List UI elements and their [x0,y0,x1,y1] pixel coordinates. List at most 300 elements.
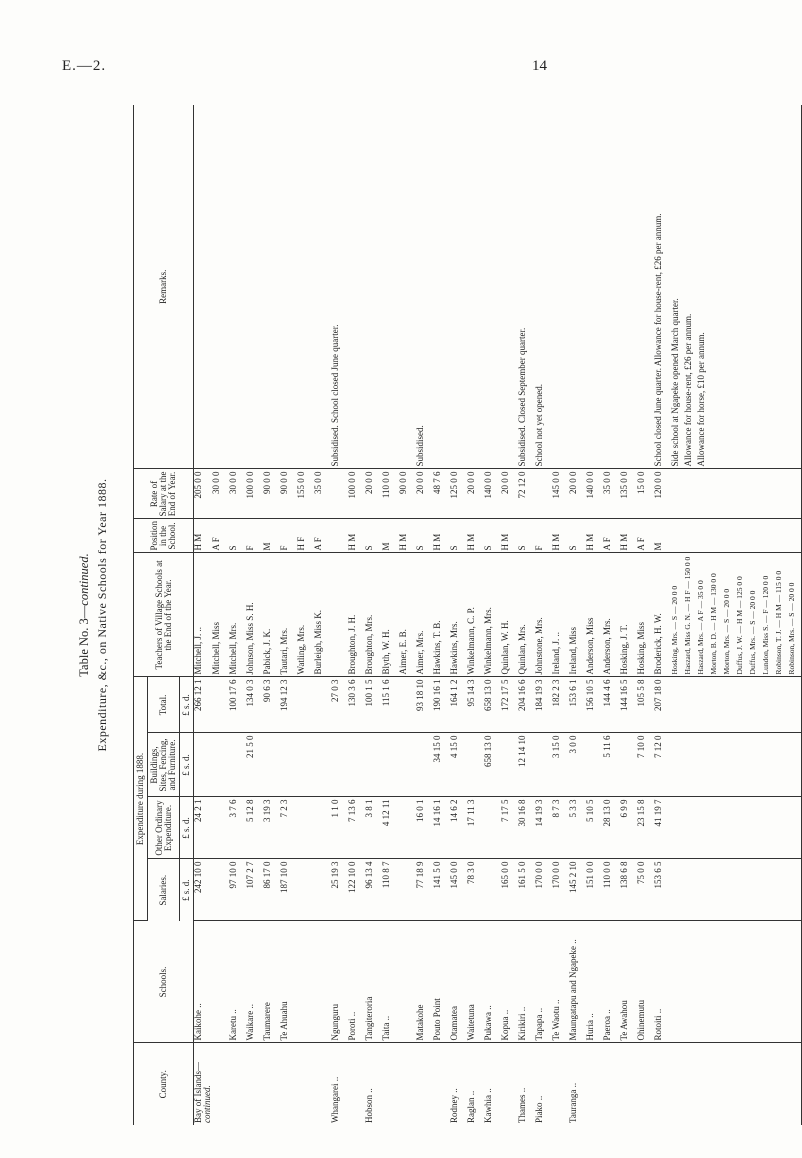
cell-total-text: 100 17 6 [228,679,238,711]
cell-total [297,677,314,733]
cell-rate [263,469,280,519]
cell-school-text: Huria .. [585,1013,595,1041]
cell-position-text: H M [193,533,203,551]
cell-position [348,519,365,553]
cell-school [280,921,297,1043]
cell-buildings [433,733,450,797]
cell-empty [697,469,710,519]
cell-total-text: 93 18 10 [415,679,425,711]
cell-total [348,677,365,733]
cell-position [229,519,246,553]
cell-total [467,677,484,733]
cell-buildings [246,733,263,797]
cell-teacher [467,553,484,677]
cell-school-text: Paeroa .. [602,1009,612,1041]
cell-teacher-extra: Morton, B. D. — H M — 130 0 0 [710,553,723,677]
cell-position [501,519,518,553]
cell-remarks [280,105,297,469]
cell-county [433,1043,450,1125]
cell-other-text: 6 9 9 [619,799,629,818]
cell-salary-text: 86 17 0 [262,861,272,889]
cell-position [620,519,637,553]
cell-remarks [365,105,382,469]
cell-position [450,519,467,553]
cell-other-text: 30 16 8 [517,799,527,827]
table-row [535,105,552,1125]
cell-teacher-text: Broderick, H. W. [653,613,663,675]
cell-salary [654,859,671,921]
cell-empty [710,797,723,859]
cell-salary [535,859,552,921]
cell-school [416,921,433,1043]
cell-remarks [518,105,535,469]
cell-salary-text: 25 19 3 [330,861,340,889]
cell-salary-text: 77 18 9 [415,861,425,889]
cell-school [399,921,416,1043]
cell-remarks [433,105,450,469]
table-row [382,105,399,1125]
cell-remarks [569,105,586,469]
cell-school-text: Tapapa .. [534,1007,544,1041]
table-row [229,105,246,1125]
cell-remarks-extra: Allowance for horse, £10 per annum. [697,105,710,469]
cell-total [416,677,433,733]
cell-position [603,519,620,553]
cell-county [416,1043,433,1125]
cell-total-text: 95 14 3 [466,679,476,707]
cell-rate [416,469,433,519]
cell-teacher [416,553,433,677]
cell-teacher-text: Anderson, Mrs. [602,618,612,675]
cell-rate-text: 135 0 0 [619,471,629,499]
cell-position [637,519,654,553]
cell-rate-text: 15 0 0 [636,471,646,494]
cell-total [569,677,586,733]
cell-school [603,921,620,1043]
cell-empty [775,677,788,733]
cell-rate [620,469,637,519]
cell-school-text: Poroti .. [347,1011,357,1041]
cell-other [365,797,382,859]
cell-position-text: A F [313,537,323,551]
cell-empty [671,859,684,921]
header-position: Position in the School. [134,519,194,553]
cell-rate-text: 140 0 0 [585,471,595,499]
table-row [280,105,297,1125]
cell-county-text: Kawhia .. [483,1088,493,1123]
cell-teacher-text: Johnson, Miss S. H. [245,602,255,675]
cell-county-text: Piako .. [534,1095,544,1123]
header-schools: Schools. [134,921,194,1043]
cell-teacher [194,553,213,677]
cell-total [637,677,654,733]
cell-empty [762,519,775,553]
cell-rate-text: 100 0 0 [245,471,255,499]
cell-position-text: S [517,545,527,551]
cell-teacher [620,553,637,677]
cell-buildings [467,733,484,797]
cell-empty [710,733,723,797]
cell-empty [736,859,749,921]
cell-salary [569,859,586,921]
table-row [518,105,535,1125]
cell-county [348,1043,365,1125]
cell-position [263,519,280,553]
cell-rate [212,469,229,519]
cell-empty [775,105,788,469]
cell-other-text: 14 6 2 [449,799,459,822]
cell-salary-text: 153 6 5 [653,861,663,889]
cell-position [194,519,213,553]
cell-teacher-text: Winkelmann, C. P. [466,607,476,675]
cell-teacher-text: Broughton, J. H. [347,614,357,675]
cell-teacher-text: Tautari, Mrs. [279,627,289,675]
cell-teacher [246,553,263,677]
cell-other [314,797,331,859]
cell-buildings-text: 4 15 0 [449,735,459,758]
cell-salary [416,859,433,921]
cell-total-text: 164 1 2 [449,679,459,707]
cell-position-text: H M [585,533,595,551]
unit-salaries: £ s. d. [180,859,194,921]
cell-salary-text: 145 2 10 [568,861,578,893]
cell-salary-text: 242 10 0 [193,861,203,893]
cell-position [518,519,535,553]
cell-empty [788,677,801,733]
cell-buildings [552,733,569,797]
cell-empty [749,1043,762,1125]
cell-county [620,1043,637,1125]
header-rate: Rate of Salary at the End of Year. [134,469,194,519]
cell-empty [697,797,710,859]
cell-salary [501,859,518,921]
cell-school-text: Karetu .. [228,1009,238,1041]
cell-empty [749,733,762,797]
cell-empty [671,921,684,1043]
cell-teacher-text: Hawkins, Mrs. [449,621,459,675]
table-row [450,105,467,1125]
cell-county [450,1043,467,1125]
table-row [263,105,280,1125]
cell-buildings-text: 5 11 6 [602,735,612,758]
cell-school [637,921,654,1043]
cell-remarks [620,105,637,469]
cell-school-text: Ohinemutu [636,1000,646,1041]
cell-rate-text: 110 0 0 [381,471,391,499]
cell-position-text: S [483,545,493,551]
cell-rate-text: 20 0 0 [466,471,476,494]
cell-school [314,921,331,1043]
cell-salary [212,859,229,921]
cell-buildings [654,733,671,797]
cell-school [535,921,552,1043]
cell-position-text: M [653,542,663,551]
cell-remarks-text: Subsidised. [415,425,425,467]
cell-buildings [450,733,467,797]
cell-buildings-text: 21 5 0 [245,735,255,758]
cell-county [518,1043,535,1125]
cell-salary [399,859,416,921]
cell-other-text: 3 8 1 [364,799,374,818]
cell-position-text: H M [347,533,357,551]
cell-position-text: A F [602,537,612,551]
cell-buildings [416,733,433,797]
cell-remarks [501,105,518,469]
cell-total [603,677,620,733]
cell-remarks [229,105,246,469]
cell-teacher [450,553,467,677]
cell-county [501,1043,518,1125]
cell-teacher [229,553,246,677]
cell-county [331,1043,348,1125]
table-subtitle: Expenditure, &c., on Native Schools for Year 1888. [95,478,109,752]
cell-salary-text: 110 8 7 [381,861,391,889]
cell-total-text: 144 16 5 [619,679,629,711]
cell-rate [194,469,213,519]
cell-remarks-text: Subsidised. Closed September quarter. [517,327,527,467]
cell-salary [348,859,365,921]
cell-other [399,797,416,859]
cell-other [382,797,399,859]
cell-position-text: M [262,542,272,551]
cell-position-text: S [568,545,578,551]
cell-other [263,797,280,859]
cell-empty [775,859,788,921]
cell-empty [762,1043,775,1125]
cell-remarks [263,105,280,469]
cell-total-text: 105 5 8 [636,679,646,707]
cell-salary [280,859,297,921]
cell-position [586,519,603,553]
cell-rate [399,469,416,519]
cell-rate-text: 90 0 0 [398,471,408,494]
cell-rate-text: 145 0 0 [551,471,561,499]
cell-salary [552,859,569,921]
cell-teacher-text: Broughton, Mrs. [364,614,374,675]
table-row [212,105,229,1125]
cell-salary-text: 187 10 0 [279,861,289,893]
table-row [654,105,671,1125]
cell-other [246,797,263,859]
cell-school [382,921,399,1043]
cell-position [314,519,331,553]
cell-teacher-text: Anderson, Miss [585,617,595,675]
cell-remarks [484,105,501,469]
cell-teacher-text: Ireland, J. .. [551,631,561,675]
cell-buildings-text: 7 12 0 [653,735,663,758]
cell-total [280,677,297,733]
cell-empty [762,677,775,733]
cell-other-text: 3 19 3 [262,799,272,822]
cell-rate [535,469,552,519]
cell-empty [749,859,762,921]
cell-teacher [654,553,671,677]
cell-position [399,519,416,553]
cell-other [603,797,620,859]
cell-total [212,677,229,733]
cell-salary [331,859,348,921]
cell-remarks [348,105,365,469]
cell-salary [433,859,450,921]
cell-salary-text: 138 6 8 [619,861,629,889]
cell-other [654,797,671,859]
cell-empty [671,1043,684,1125]
cell-rate [501,469,518,519]
cell-empty [788,1043,801,1125]
cell-empty [762,733,775,797]
cell-other [433,797,450,859]
cell-teacher-extra: Robinson, Mrs. — S — 20 0 0 [788,553,801,677]
cell-school-text: Taita .. [381,1015,391,1041]
cell-rate-text: 140 0 0 [483,471,493,499]
cell-rate [314,469,331,519]
cell-empty [684,1043,697,1125]
cell-rate [229,469,246,519]
cell-salary-text: 107 2 7 [245,861,255,889]
cell-school [450,921,467,1043]
cell-buildings [365,733,382,797]
cell-position-text: S [449,545,459,551]
cell-school [620,921,637,1043]
cell-empty [723,519,736,553]
table-block [77,105,796,1125]
cell-empty [775,519,788,553]
cell-teacher [280,553,297,677]
cell-position-text: F [245,545,255,551]
cell-remarks-text: School not yet opened. [534,383,544,467]
cell-teacher-text: Aimer, E. B. [398,629,408,675]
cell-other [620,797,637,859]
cell-position-text: A F [211,537,221,551]
cell-total [586,677,603,733]
cell-empty [684,797,697,859]
cell-teacher-text: Hosking, Miss [636,621,646,675]
cell-empty [723,859,736,921]
table-row [501,105,518,1125]
cell-teacher-extra: Morton, Mrs. — S — 20 0 0 [723,553,736,677]
cell-salary-text: 75 0 0 [636,861,646,884]
cell-empty [749,469,762,519]
cell-teacher [399,553,416,677]
cell-total [433,677,450,733]
cell-empty [775,469,788,519]
cell-teacher [331,553,348,677]
cell-rate [280,469,297,519]
cell-buildings-text: 34 15 0 [432,735,442,763]
cell-teacher [365,553,382,677]
cell-position [654,519,671,553]
cell-empty [671,469,684,519]
cell-county [654,1043,671,1125]
cell-rate-text: 120 0 0 [653,471,663,499]
header-total: Total. [148,677,180,733]
cell-empty [788,105,801,469]
cell-buildings [297,733,314,797]
cell-buildings [637,733,654,797]
cell-school [433,921,450,1043]
cell-position-text: H M [619,533,629,551]
cell-position-text: F [279,545,289,551]
cell-rate-text: 35 0 0 [602,471,612,494]
cell-remarks [586,105,603,469]
cell-position-text: H M [551,533,561,551]
cell-other [450,797,467,859]
cell-position-text: M [381,542,391,551]
cell-buildings [229,733,246,797]
cell-teacher-text: Mitchell, Miss [211,621,221,675]
cell-position-text: S [415,545,425,551]
cell-empty [697,677,710,733]
cell-rate-text: 35 0 0 [313,471,323,494]
cell-salary-text: 170 0 0 [534,861,544,889]
table-row [331,105,348,1125]
cell-rate [433,469,450,519]
cell-salary [194,859,213,921]
cell-position-text: H M [466,533,476,551]
cell-other-text: 28 13 0 [602,799,612,827]
cell-empty [788,797,801,859]
cell-county [484,1043,501,1125]
cell-other-text: 14 16 1 [432,799,442,827]
cell-school [586,921,603,1043]
cell-school [569,921,586,1043]
cell-total [399,677,416,733]
cell-empty [684,733,697,797]
cell-other-text: 1 1 0 [330,799,340,818]
cell-teacher-extra: Haszard, Miss G. N. — H F — 150 0 0 [684,553,697,677]
cell-empty [788,733,801,797]
table-row [194,105,213,1125]
cell-empty [736,1043,749,1125]
cell-buildings [331,733,348,797]
cell-teacher-text: Aimer, Mrs. [415,630,425,675]
cell-empty [723,677,736,733]
cell-empty [775,733,788,797]
cell-county [467,1043,484,1125]
cell-teacher [297,553,314,677]
cell-total [365,677,382,733]
cell-empty [684,519,697,553]
cell-school [348,921,365,1043]
cell-buildings-text: 12 14 10 [517,735,527,767]
cell-salary-text: 97 10 0 [228,861,238,889]
header-other: Other Ordinary Expenditure. [148,797,180,859]
cell-total-text: 207 18 0 [653,679,663,711]
table-row [637,105,654,1125]
table-title: Table No. 3—continued. [77,553,91,677]
header-county: County. [134,1043,194,1125]
cell-other-text: 14 19 3 [534,799,544,827]
cell-total-text: 194 12 3 [279,679,289,711]
cell-rate [348,469,365,519]
cell-total-text: 100 1 5 [364,679,374,707]
cell-empty [788,519,801,553]
cell-school-text: Ngunguru [330,1004,340,1041]
cell-other-text: 7 13 6 [347,799,357,822]
unit-buildings: £ s. d. [180,733,194,797]
cell-other-text: 3 7 6 [228,799,238,818]
cell-teacher [637,553,654,677]
cell-county-text: Hobson .. [364,1088,374,1123]
cell-teacher-text: Mitchell, Mrs. [228,622,238,675]
cell-buildings-text: 658 13 0 [483,735,493,767]
cell-school-text: Kaikohe .. [193,1003,203,1041]
cell-empty [723,733,736,797]
cell-empty [749,921,762,1043]
cell-salary [365,859,382,921]
cell-remarks [654,105,671,469]
cell-position-text: H M [500,533,510,551]
